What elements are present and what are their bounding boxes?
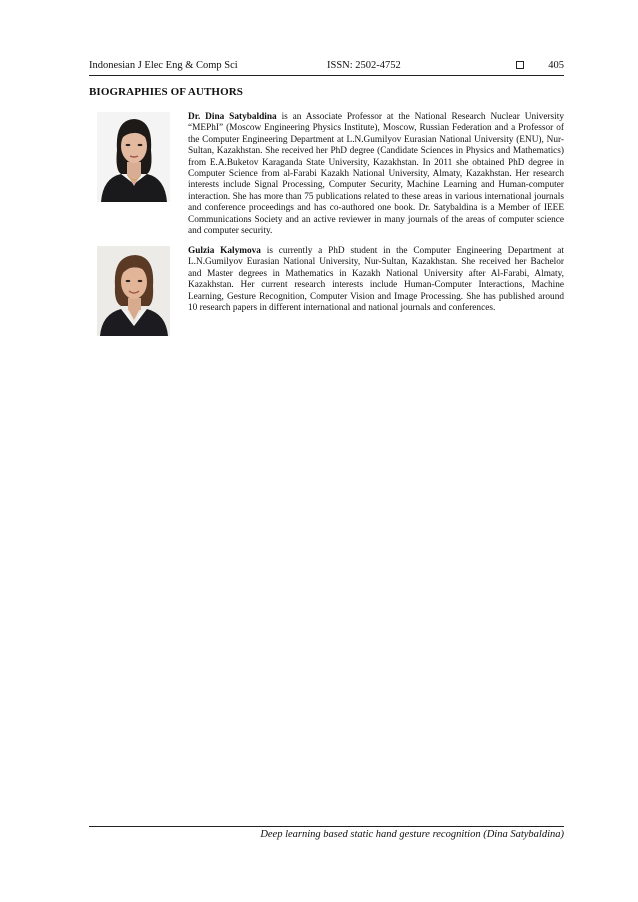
- issn: ISSN: 2502-4752: [327, 60, 401, 71]
- journal-name: Indonesian J Elec Eng & Comp Sci: [89, 60, 238, 71]
- page-number: 405: [548, 60, 564, 71]
- author-photo-portrait: [97, 112, 170, 202]
- section-title: BIOGRAPHIES OF AUTHORS: [89, 86, 243, 98]
- author-photo-portrait: [97, 246, 170, 336]
- author-bio: [188, 112, 564, 237]
- author-photo: [97, 112, 170, 202]
- author-bio-text: is currently a PhD student in the Computer Engineering Department at L.N.Gumilyov Eurasian National University, Nur-Sultan, Kazakhstan. She received her Bachelor and Master degrees in Mathematics in Kazakh National University after Al-Farabi, Almaty, Kazakhstan. Her current research interests include Human-Computer Interactions, Machine Learning, Gesture Recognition, Computer Vision and Image Processing. She has published around 10 research papers in different international and national journals and conferences.: [188, 246, 565, 314]
- footer-rule: [89, 826, 564, 827]
- author-name: Dr. Dina Satybaldina: [188, 112, 277, 122]
- author-bio-text: is an Associate Professor at the National Research Nuclear University “MEPhI” (Moscow Engineering Physics Institute), Moscow, Russian Federation and a Professor of the Computer Engineering Department at L.N.Gumilyov Eurasian National University (ENU), Nur-Sultan, Kazakhstan. She received her PhD degree (Candidate Sciences in Physics and Mathematics) from E.A.Buketov Karaganda State University, Kazakhstan. In 2011 she obtained PhD degree in Computer Science from al-Farabi Kazakh National University, Almaty, Kazakhstan. Her research interests include Signal Processing, Computer Security, Machine Learning and Human-computer interaction. She has more than 75 publications related to these areas in various international journals and conference proceedings and has co-authored one book. Dr. Satybaldina is a Member of IEEE Communications Society and an active reviewer in many journals of the areas of computer science and computer security.: [188, 112, 564, 237]
- author-photo: [97, 246, 170, 336]
- square-box-icon: [516, 61, 524, 69]
- author-bio: [188, 246, 564, 314]
- running-title: Deep learning based static hand gesture recognition (Dina Satybaldina): [260, 829, 564, 840]
- author-name: Gulzia Kalymova: [188, 246, 261, 256]
- page-header: [89, 59, 564, 76]
